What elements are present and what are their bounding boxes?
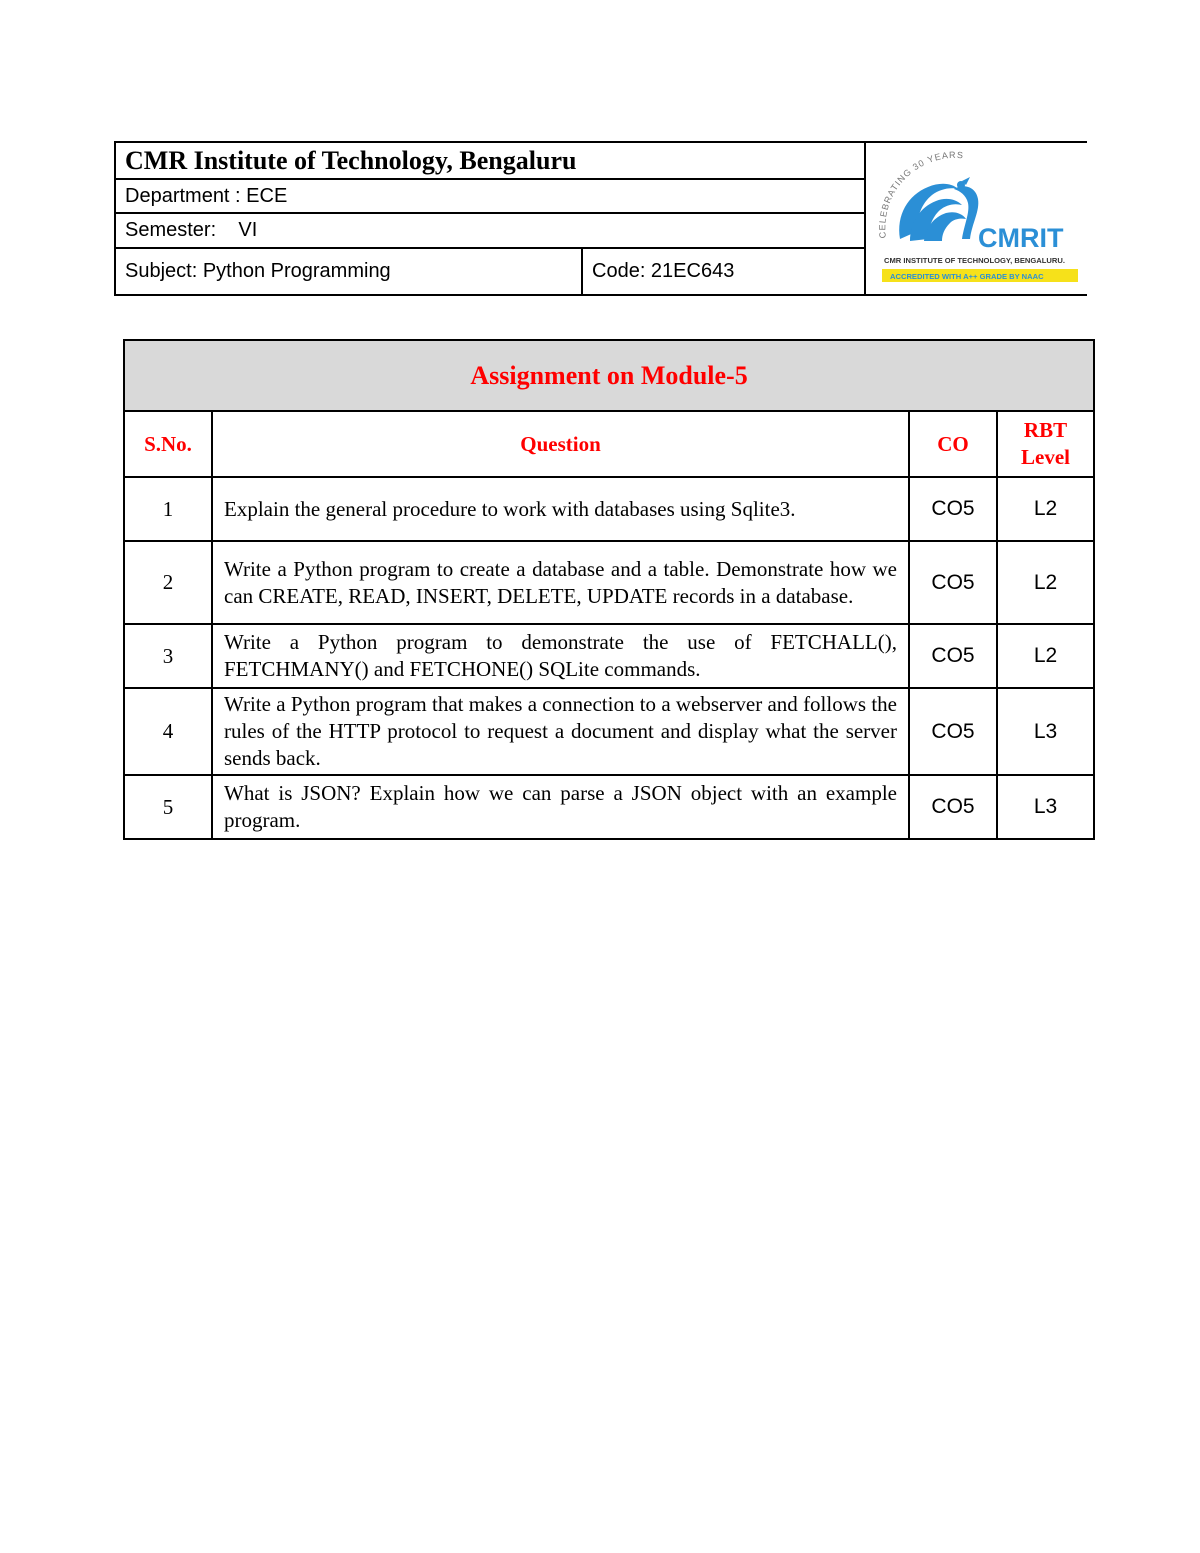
row-question: Write a Python program that makes a connection to a webserver and follows the rules of the HTTP protocol to request a document and display what the server sends back. xyxy=(212,688,909,775)
row-question: Write a Python program to demonstrate the use of FETCHALL(), FETCHMANY() and FETCHONE() SQLite commands. xyxy=(212,624,909,688)
row-co: CO5 xyxy=(909,775,997,839)
row-level: L2 xyxy=(997,477,1094,541)
row-co: CO5 xyxy=(909,541,997,624)
logo-subtitle-text: CMR INSTITUTE OF TECHNOLOGY, BENGALURU. xyxy=(884,256,1065,265)
row-question: What is JSON? Explain how we can parse a JSON object with an example program. xyxy=(212,775,909,839)
course-code-field: Code: 21EC643 xyxy=(582,248,865,295)
row-question: Explain the general procedure to work with databases using Sqlite3. xyxy=(212,477,909,541)
row-level: L2 xyxy=(997,624,1094,688)
swan-emblem-icon xyxy=(899,177,978,241)
semester-field: Semester: VI xyxy=(115,213,865,248)
header-info-table xyxy=(114,141,866,296)
row-sno: 3 xyxy=(124,624,212,688)
logo-arc-text: CELEBRATING 30 YEARS xyxy=(877,149,965,239)
row-question: Write a Python program to create a database and a table. Demonstrate how we can CREATE, READ, INSERT, DELETE, UPDATE records in a database. xyxy=(212,541,909,624)
cmrit-logo xyxy=(864,141,1087,296)
department-field: Department : ECE xyxy=(115,179,865,213)
assignment-table xyxy=(123,339,1095,840)
logo-ribbon-text: ACCREDITED WITH A++ GRADE BY NAAC xyxy=(890,272,1044,281)
table-row xyxy=(124,541,1094,624)
row-co: CO5 xyxy=(909,688,997,775)
row-level: L2 xyxy=(997,541,1094,624)
row-sno: 2 xyxy=(124,541,212,624)
assignment-title: Assignment on Module-5 xyxy=(124,340,1094,411)
column-header-co: CO xyxy=(909,411,997,477)
subject-field: Subject: Python Programming xyxy=(115,248,582,295)
column-header-question: Question xyxy=(212,411,909,477)
table-row xyxy=(124,775,1094,839)
row-co: CO5 xyxy=(909,477,997,541)
row-co: CO5 xyxy=(909,624,997,688)
row-level: L3 xyxy=(997,775,1094,839)
row-level: L3 xyxy=(997,688,1094,775)
column-header-rbt-level: RBT Level xyxy=(997,411,1094,477)
logo-brand-text: CMRIT xyxy=(978,223,1064,253)
table-row xyxy=(124,688,1094,775)
cmrit-logo-graphic xyxy=(866,143,1089,298)
institute-name: CMR Institute of Technology, Bengaluru xyxy=(115,142,865,179)
row-sno: 4 xyxy=(124,688,212,775)
column-header-sno: S.No. xyxy=(124,411,212,477)
row-sno: 1 xyxy=(124,477,212,541)
row-sno: 5 xyxy=(124,775,212,839)
table-row xyxy=(124,477,1094,541)
table-row xyxy=(124,624,1094,688)
document-header xyxy=(114,141,1087,296)
